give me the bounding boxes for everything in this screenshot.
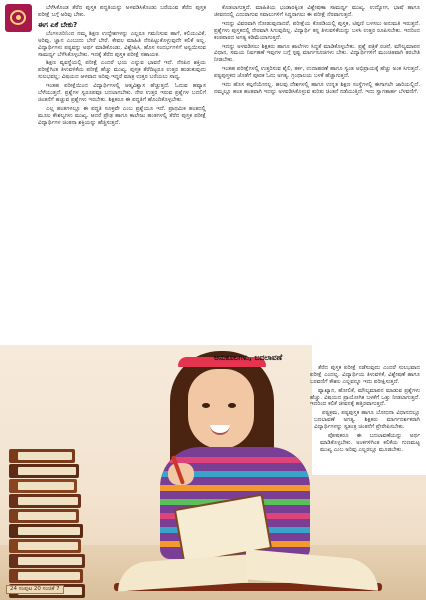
book — [9, 464, 79, 478]
paragraph: ಇದು ಹೊಸ ಕಲ್ಪನೆಯೇನಲ್ಲ. ಹಲವು ದೇಶಗಳಲ್ಲಿ ಹಾಗೂ ಉನ್ನತ ಶಿಕ್ಷಣ ಸಂಸ್ಥೆಗಳಲ್ಲಿ ಈಗಾಗಲೇ ಜಾರಿಯಲ್ಲಿದೆ. ನಮ್ಮಲ್ಲೂ ಹಂತ ಹಂತವಾಗಿ ಇದನ್ನು ಅಳವಡಿಸಿಕೊಳ್ಳುವ ಕುರಿತು ಚಿಂತನೆ ನಡೆಯುತ್ತಿದೆ. ಇದು ಸ್ವಾಗತಾರ್ಹ ಬೆಳವಣಿಗೆ. — [214, 82, 420, 95]
paragraph: ಪಠ್ಯಕ್ರಮ, ಪಠ್ಯಪುಸ್ತಕ ಹಾಗೂ ಬೋಧನಾ ವಿಧಾನದಲ್ಲೂ ಬದಲಾವಣೆ ಅಗತ್ಯ. ಶಿಕ್ಷಕರು ಮಾರ್ಗದರ್ಶಕರಾಗಿ ವಿದ್ಯಾರ್ಥಿಗಳನ್ನು ಸ್ವತಂತ್ರ ಚಿಂತನೆಗೆ ಪ್ರೇರೇಪಿಸಬೇಕು. — [314, 410, 420, 431]
book — [9, 524, 83, 538]
paragraph: ಕೊಡಲಾಗುತ್ತದೆ. ಮಾಹಿತಿಯ ಭಂಡಾರಕ್ಕಿಂತ ವಿಶ್ಲೇಷಣಾ ಸಾಮರ್ಥ್ಯ ಮುಖ್ಯ. ಉದ್ಯೋಗ, ಭಾಷೆ ಹಾಗೂ ಜೀವನದಲ್ಲಿ ಎದುರಾಗುವ ಸವಾಲುಗಳಿಗೆ ಸಿದ್ಧರಾಗಲು ಈ ಪರೀಕ್ಷೆ ನೆರವಾಗುತ್ತದೆ. — [214, 5, 420, 18]
article-left-column — [38, 5, 206, 345]
paragraph: ಎಲ್ಲ ಹಂತಗಳಲ್ಲೂ ಈ ಪದ್ಧತಿ ಸೂಕ್ತವೇ ಎಂಬ ಪ್ರಶ್ನೆಯೂ ಇದೆ. ಪ್ರಾಥಮಿಕ ಹಂತದಲ್ಲಿ ಮೂಲ ಕೌಶಲ್ಯಗಳು ಮುಖ್ಯ. ಆದರೆ ಪ್ರೌಢ ಹಾಗೂ ಕಾಲೇಜು ಹಂತಗಳಲ್ಲಿ ತೆರೆದ ಪುಸ್ತಕ ಪರೀಕ್ಷೆ ವಿದ್ಯಾರ್ಥಿಗಳ ಚಿಂತನಾ ಶಕ್ತಿಯನ್ನು ಹೆಚ್ಚಿಸುತ್ತದೆ. — [38, 105, 206, 126]
paragraph: ಇಂತಹ ಪರೀಕ್ಷೆಗಳಲ್ಲಿ ಉತ್ತರಿಸುವ ಶೈಲಿ, ತರ್ಕ, ಉದಾಹರಣೆ ಹಾಗೂ ಸ್ವಂತ ಅಭಿಪ್ರಾಯಕ್ಕೆ ಹೆಚ್ಚು ಅಂಕ ಸಿಗುತ್ತದೆ. ಪಠ್ಯಪುಸ್ತಕದ ಜೊತೆಗೆ ಪೂರಕ ಓದು ಅಗತ್ಯ. ಗ್ರಂಥಾಲಯ ಬಳಕೆ ಹೆಚ್ಚಾಗುತ್ತದೆ. — [214, 66, 420, 80]
article-right-column-top — [214, 5, 420, 355]
paragraph: ಬೆಂಗಳೂರಿನಿಂದ ನಮ್ಮ ಶಿಕ್ಷಣ ಉದ್ದೇಶಗಳನ್ನು ಎಲ್ಲರೂ ಗಮನಿಸುವ ಹಾಗೆ, ಕಲಿಯುವಿಕೆ, ಅರಿವು, ಜ್ಞಾನ ಎಂಬುದು ಬೇರೆ ಬೇರೆ. ಕೇವಲ ಮಾಹಿತಿ ನೆನಪಿಟ್ಟುಕೊಳ್ಳುವುದೇ ಕಲಿಕೆ ಅಲ್ಲ. ವಿದ್ಯಾರ್ಥಿಗಳು ಪಠ್ಯವನ್ನು ಅರ್ಥ ಮಾಡಿಕೊಂಡು, ವಿಶ್ಲೇಷಿಸಿ, ಹೊಸ ಸಂದರ್ಭಗಳಿಗೆ ಅನ್ವಯಿಸುವ ಸಾಮರ್ಥ್ಯ ಬೆಳೆಸಿಕೊಳ್ಳಬೇಕು. ಇದಕ್ಕೆ ತೆರೆದ ಪುಸ್ತಕ ಪರೀಕ್ಷೆ ಸಹಾಯಕ. — [38, 30, 206, 58]
paragraph: ವ್ಯಾಖ್ಯಾನ, ಹೋಲಿಕೆ, ಮೌಲ್ಯಮಾಪನ ಮಾಡುವ ಪ್ರಶ್ನೆಗಳು ಹೆಚ್ಚು. ವಿಷಯದ ಪ್ರಾಯೋಗಿಕ ಬಳಕೆಗೆ ಒತ್ತು ನೀಡಲಾಗುತ್ತದೆ. ಇದರಿಂದ ಕಲಿಕೆ ಜೀವನಕ್ಕೆ ಹತ್ತಿರವಾಗುತ್ತದೆ. — [310, 387, 420, 408]
book — [9, 494, 81, 508]
paragraph: ಇಂತಹ ಪರೀಕ್ಷೆಯಿಂದ ವಿದ್ಯಾರ್ಥಿಗಳಲ್ಲಿ ಆತ್ಮವಿಶ್ವಾಸ ಹೆಚ್ಚುತ್ತದೆ. ಓದುವ ಹವ್ಯಾಸ ಬೆಳೆಯುತ್ತದೆ. ಪ್ರಶ್ನೆಗಳ ಸ್ವರೂಪವೂ ಬದಲಾಗಬೇಕು. ನೇರ ಉತ್ತರ ಇರುವ ಪ್ರಶ್ನೆಗಳ ಬದಲಿಗೆ ಚಿಂತನೆಗೆ ಹಚ್ಚುವ ಪ್ರಶ್ನೆಗಳು ಇರಬೇಕು. ಶಿಕ್ಷಕರೂ ಈ ಪದ್ಧತಿಗೆ ಹೊಂದಿಕೊಳ್ಳಬೇಕು. — [38, 83, 206, 103]
book — [9, 449, 75, 463]
section-heading: ಈಗ ಏಕೆ ಬೇಕು? — [38, 20, 78, 29]
paragraph: ಇದನ್ನು ಅಳವಡಿಸಲು ಶಿಕ್ಷಕರು ಹಾಗೂ ಶಾಲೆಗಳು ಸಿದ್ಧತೆ ಮಾಡಿಕೊಳ್ಳಬೇಕು. ಪ್ರಶ್ನೆ ಪತ್ರಿಕೆ ರಚನೆ, ಮೌಲ್ಯಮಾಪನ ವಿಧಾನ, ಸಮಯ ನಿರ್ವಹಣೆ ಇವುಗಳ ಬಗ್ಗೆ ಸ್ಪಷ್ಟ ಮಾರ್ಗಸೂಚಿಗಳು ಬೇಕು. ವಿದ್ಯಾರ್ಥಿಗಳಿಗೆ ಮುಂಚಿತವಾಗಿ ತರಬೇತಿ ನೀಡಬೇಕು. — [214, 43, 420, 64]
paragraph: ತೆರೆದ ಪುಸ್ತಕ ಪರೀಕ್ಷೆ ನಡೆಸುವುದು ಎಂದರೆ ಸುಲಭವಾದ ಪರೀಕ್ಷೆ ಎಂದಲ್ಲ. ವಿದ್ಯಾರ್ಥಿಯ ತಿಳುವಳಿಕೆ, ವಿಶ್ಲೇಷಣೆ ಹಾಗೂ ಬರವಣಿಗೆ ಕೌಶಲ ಎಲ್ಲವನ್ನೂ ಇದು ಪರೀಕ್ಷಿಸುತ್ತದೆ. — [310, 364, 420, 385]
book — [9, 554, 85, 568]
paragraph: ಬೆಳೆಸಿಕೊಂಡ ತೆರೆದ ಪುಸ್ತಕ ಪದ್ಧತಿಯನ್ನು ಅಳವಡಿಸಿಕೊಂಡು ಬರೆಯುವ ತೆರೆದ ಪುಸ್ತಕ ಪರೀಕ್ಷೆ ಬಗ್ಗೆ ಅರಿವು ಬೇಕು. — [38, 5, 206, 18]
book — [9, 539, 81, 553]
magazine-logo — [5, 4, 32, 32]
left-eye — [202, 403, 210, 408]
logo-dot — [16, 15, 21, 20]
paragraph: ಶಿಕ್ಷಣ ವ್ಯವಸ್ಥೆಯಲ್ಲಿ ಪರೀಕ್ಷೆ ಎಂದರೆ ಭಯ ಎನ್ನುವ ಭಾವನೆ ಇದೆ. ನೆನಪಿನ ಶಕ್ತಿಯ ಪರೀಕ್ಷೆಗಿಂತ ತಿಳುವಳಿಕೆಯ ಪರೀಕ್ಷೆ ಹೆಚ್ಚು ಮುಖ್ಯ. ಪುಸ್ತಕ ತೆರೆದಿಟ್ಟರೂ ಉತ್ತರ ಹುಡುಕುವುದು ಸುಲಭವಲ್ಲ; ವಿಷಯದ ಆಳವಾದ ಅರಿವು ಇದ್ದರೆ ಮಾತ್ರ ಉತ್ತರ ಬರೆಯಲು ಸಾಧ್ಯ. — [38, 60, 206, 81]
section-subheading: ಅನುಕೂಲಗಳು, ಬದಲಾವಣೆ — [214, 353, 283, 362]
article-right-column-bottom — [214, 353, 420, 598]
page-folio: 24 ಸಂಪುಟ 20 ಸಂಚಿಕೆ 7 — [6, 585, 64, 594]
paragraph: ಪೋಷಕರೂ ಈ ಬದಲಾವಣೆಯನ್ನು ಅರ್ಥ ಮಾಡಿಕೊಳ್ಳಬೇಕು. ಅಂಕಗಳಿಗಿಂತ ಕಲಿಕೆಯ ಗುಣಮಟ್ಟ ಮುಖ್ಯ ಎಂಬ ಅರಿವು ಎಲ್ಲರಲ್ಲೂ ಮೂಡಬೇಕು. — [320, 433, 420, 453]
book — [9, 479, 77, 493]
paragraph: ಇದನ್ನು ವಿವರವಾಗಿ ನೋಡುವುದಾದರೆ, ಪರೀಕ್ಷೆಯ ಕೊಠಡಿಯಲ್ಲಿ ಪುಸ್ತಕ, ಟಿಪ್ಪಣಿ ಬಳಸಲು ಅನುಮತಿ ಇರುತ್ತದೆ. ಪ್ರಶ್ನೆಗಳು ಪುಸ್ತಕದಲ್ಲಿ ನೇರವಾಗಿ ಸಿಗುವುದಿಲ್ಲ. ವಿದ್ಯಾರ್ಥಿ ತನ್ನ ತಿಳುವಳಿಕೆಯನ್ನು ಬಳಸಿ ಉತ್ತರ ರೂಪಿಸಬೇಕು. ಇದರಿಂದ ಕಂಠಪಾಠದ ಅಗತ್ಯ ಕಡಿಮೆಯಾಗುತ್ತದೆ. — [214, 20, 420, 41]
book — [9, 509, 79, 523]
book — [9, 569, 83, 583]
book-stack — [9, 449, 85, 597]
